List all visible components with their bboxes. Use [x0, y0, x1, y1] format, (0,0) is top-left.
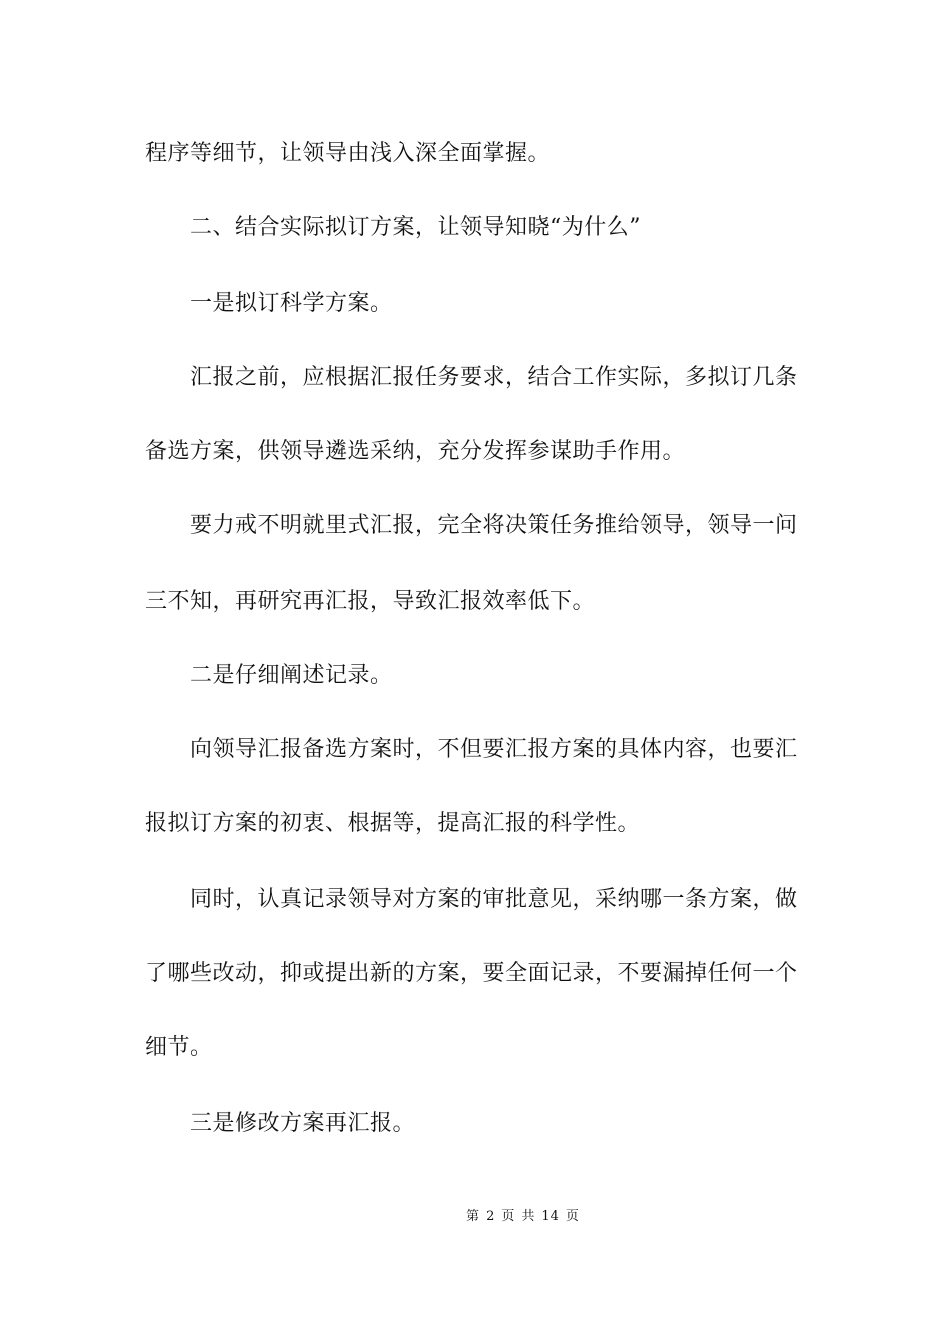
text-line-10: 报拟订方案的初衷、根据等，提高汇报的科学性。 [145, 811, 641, 836]
text-line-11: 同时，认真记录领导对方案的审批意见，采纳哪一条方案，做 [190, 887, 798, 912]
text-line-6: 要力戒不明就里式汇报，完全将决策任务推给领导，领导一问 [190, 513, 798, 538]
footer-page-word: 页 [501, 1209, 516, 1224]
footer-prefix: 第 [466, 1209, 481, 1224]
subheading-2: 二是仔细阐述记录。 [190, 663, 393, 688]
text-line-7: 三不知，再研究再汇报，导致汇报效率低下。 [145, 589, 596, 614]
text-line-9: 向领导汇报备选方案时，不但要汇报方案的具体内容，也要汇 [190, 737, 798, 762]
page-footer [0, 1208, 950, 1226]
text-line-12: 了哪些改动，抑或提出新的方案，要全面记录，不要漏掉任何一个 [145, 961, 798, 986]
text-line-13: 细节。 [145, 1035, 213, 1060]
footer-total-pages: 14 [541, 1209, 560, 1224]
text-line-5: 备选方案，供领导遴选采纳，充分发挥参谋助手作用。 [145, 439, 686, 464]
footer-suffix: 页 [565, 1209, 580, 1224]
footer-current-page: 2 [486, 1209, 496, 1224]
text-line-1: 程序等细节，让领导由浅入深全面掌握。 [145, 141, 551, 166]
footer-total-word: 共 [521, 1209, 536, 1224]
subheading-3: 三是修改方案再汇报。 [190, 1111, 416, 1136]
subheading-1: 一是拟订科学方案。 [190, 291, 393, 316]
text-line-4: 汇报之前，应根据汇报任务要求，结合工作实际，多拟订几条 [190, 365, 798, 390]
section-heading-2: 二、结合实际拟订方案，让领导知晓“为什么” [190, 215, 641, 240]
